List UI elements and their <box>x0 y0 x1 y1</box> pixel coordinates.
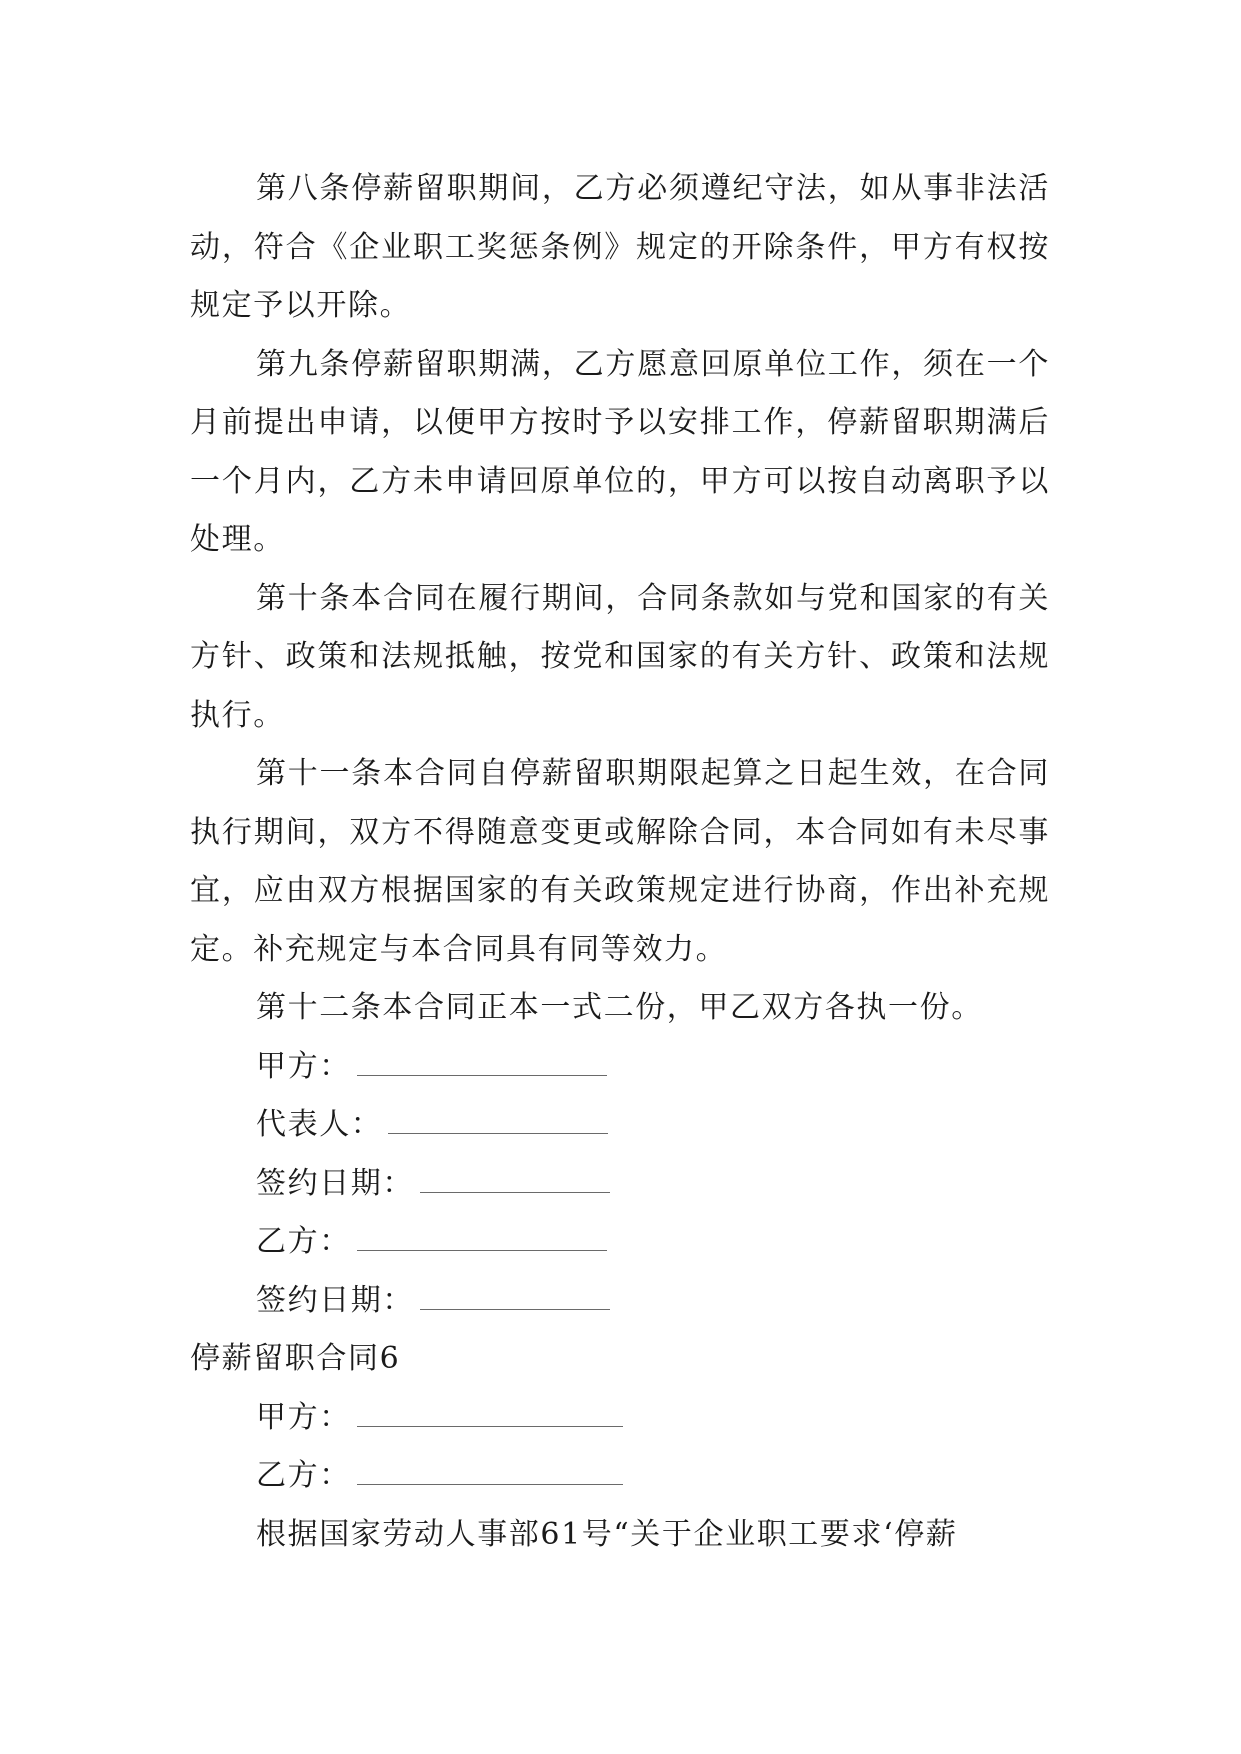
signature-label: 代表人： <box>256 1107 383 1142</box>
party-a-line <box>190 1389 1050 1448</box>
signature-label: 甲方： <box>256 1048 351 1084</box>
signature-label: 乙方： <box>256 1224 351 1259</box>
signature-blank <box>420 1166 610 1193</box>
signature-blank <box>420 1283 610 1310</box>
party-b-line <box>190 1447 1050 1506</box>
signature-blank <box>357 1049 607 1076</box>
signature-party-a <box>190 1038 1050 1097</box>
signature-label: 签约日期： <box>256 1165 414 1201</box>
signature-label: 签约日期： <box>256 1282 414 1318</box>
party-blank <box>357 1458 623 1485</box>
signature-representative <box>190 1096 1050 1155</box>
article-10: 第十条本合同在履行期间，合同条款如与党和国家的有关方针、政策和法规抵触，按党和国家的有关方针、政策和法规执行。 <box>190 580 1050 733</box>
party-label: 甲方： <box>256 1399 351 1435</box>
signature-blank <box>388 1107 608 1134</box>
article-11: 第十一条本合同自停薪留职期限起算之日起生效，在合同执行期间，双方不得随意变更或解除合同，本合同如有未尽事宜，应由双方根据国家的有关政策规定进行协商，作出补充规定。补充规定与本合同具有同等效力。 <box>190 756 1050 967</box>
party-label: 乙方： <box>256 1458 351 1493</box>
preamble-line: 根据国家劳动人事部61号“关于企业职工要求‘停薪 <box>256 1516 958 1552</box>
signature-date-a <box>190 1155 1050 1214</box>
article-12: 第十二条本合同正本一式二份，甲乙双方各执一份。 <box>256 990 983 1025</box>
article-8: 第八条停薪留职期间，乙方必须遵纪守法，如从事非法活动，符合《企业职工奖惩条例》规定的开除条件，甲方有权按规定予以开除。 <box>190 171 1050 323</box>
party-blank <box>357 1400 623 1427</box>
signature-blank <box>357 1224 607 1251</box>
signature-date-b <box>190 1272 1050 1331</box>
contract-heading: 停薪留职合同6 <box>190 1341 401 1376</box>
article-9: 第九条停薪留职期满，乙方愿意回原单位工作，须在一个月前提出申请，以便甲方按时予以安排工作，停薪留职期满后一个月内，乙方未申请回原单位的，甲方可以按自动离职予以处理。 <box>190 346 1050 557</box>
signature-party-b <box>190 1213 1050 1272</box>
document-page <box>190 160 1050 1564</box>
